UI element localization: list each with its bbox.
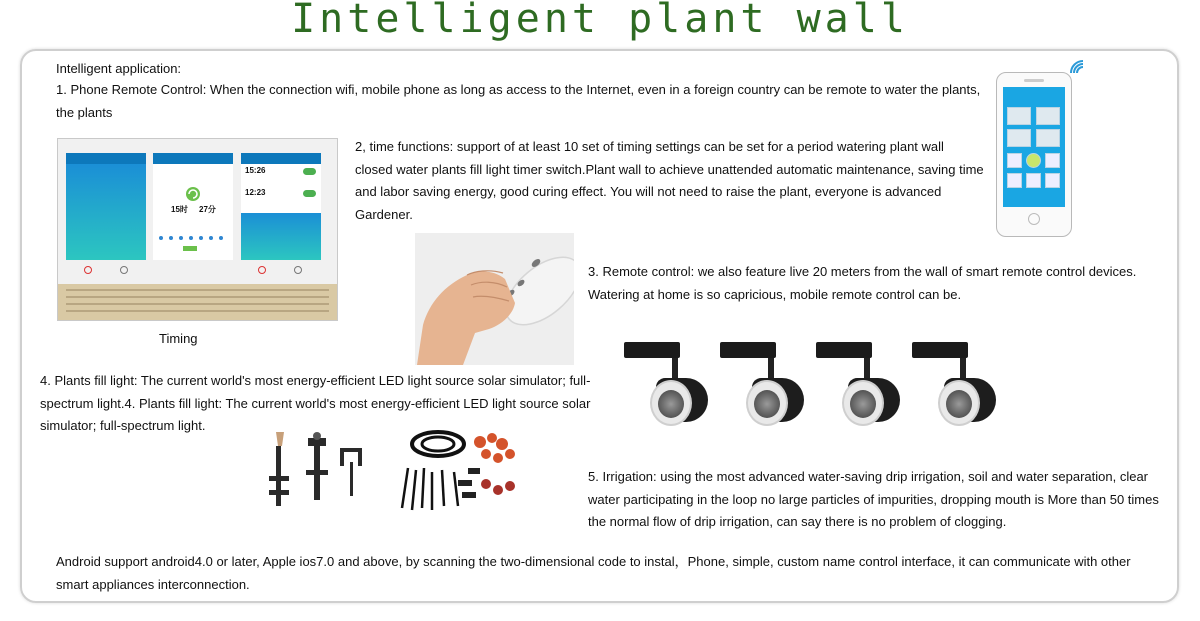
timer-entry-2: 12:23: [245, 188, 266, 197]
toggle-icon: [303, 190, 316, 197]
led-lamp-image: [624, 340, 714, 430]
smartphone-image: [996, 72, 1072, 237]
footer-note: Android support android4.0 or later, Apple ios7.0 and above, by scanning the two-dimensional code to instal，Phone, simple, custom name control interface, it can communicate with other smart appliances interconnection.: [56, 554, 1131, 592]
led-lamp-image: [720, 340, 810, 430]
item-time-functions: 2, time functions: support of at least 10 set of timing settings can be set for a period watering plant wall closed water plants fill light timer switch.Plant wall to achieve unattended automatic maintenance, saving time and labor saving energy, good curing effect. You will not need to raise the plant, everyone is advanced Gardener.: [355, 139, 984, 222]
sprinkler-parts-image: [266, 432, 366, 512]
timing-screenshot: [57, 138, 338, 321]
wifi-icon: [1068, 58, 1086, 76]
alarm-icon: [84, 266, 92, 274]
alarm-icon: [294, 266, 302, 274]
timer-dial-icon: [153, 164, 233, 260]
section-heading: Intelligent application:: [56, 61, 182, 76]
page-title: Intelligent plant wall: [291, 0, 909, 42]
timer-hours: 15时: [171, 205, 188, 214]
alarm-icon: [120, 266, 128, 274]
timer-entry-1: 15:26: [245, 166, 266, 175]
toggle-icon: [303, 168, 316, 175]
led-lamp-image: [816, 340, 906, 430]
app-screen-1: [66, 153, 146, 260]
item-phone-remote: 1. Phone Remote Control: When the connection wifi, mobile phone as long as access to the Internet, even in a foreign country can be remote to water the plants, the plants: [56, 82, 981, 120]
led-lamp-image: [912, 340, 1002, 430]
item-fill-light: 4. Plants fill light: The current world's most energy-efficient LED light source solar simulator; full-spectrum light.4. Plants fill light: The current world's most energy-efficient LED light source solar simulator; full-spectrum light.: [40, 373, 591, 433]
item-irrigation: 5. Irrigation: using the most advanced water-saving drip irrigation, soil and water separation, clear water participating in the loop no large particles of impurities, dropping mouth is More than 50 times the normal flow of drip irrigation, can say there is no problem of clogging.: [588, 469, 1159, 529]
timer-minutes: 27分: [199, 205, 216, 214]
item-remote-control: 3. Remote control: we also feature live 20 meters from the wall of smart remote control devices. Watering at home is so capricious, mobile remote control can be.: [588, 264, 1137, 302]
screenshot-caption-strip: [58, 284, 337, 320]
app-screen-3: [241, 153, 321, 260]
remote-control-image: [415, 233, 574, 365]
app-screen-2: [153, 153, 233, 260]
timing-caption: Timing: [159, 331, 198, 346]
drip-irrigation-kit-image: [398, 428, 523, 513]
alarm-icon: [258, 266, 266, 274]
